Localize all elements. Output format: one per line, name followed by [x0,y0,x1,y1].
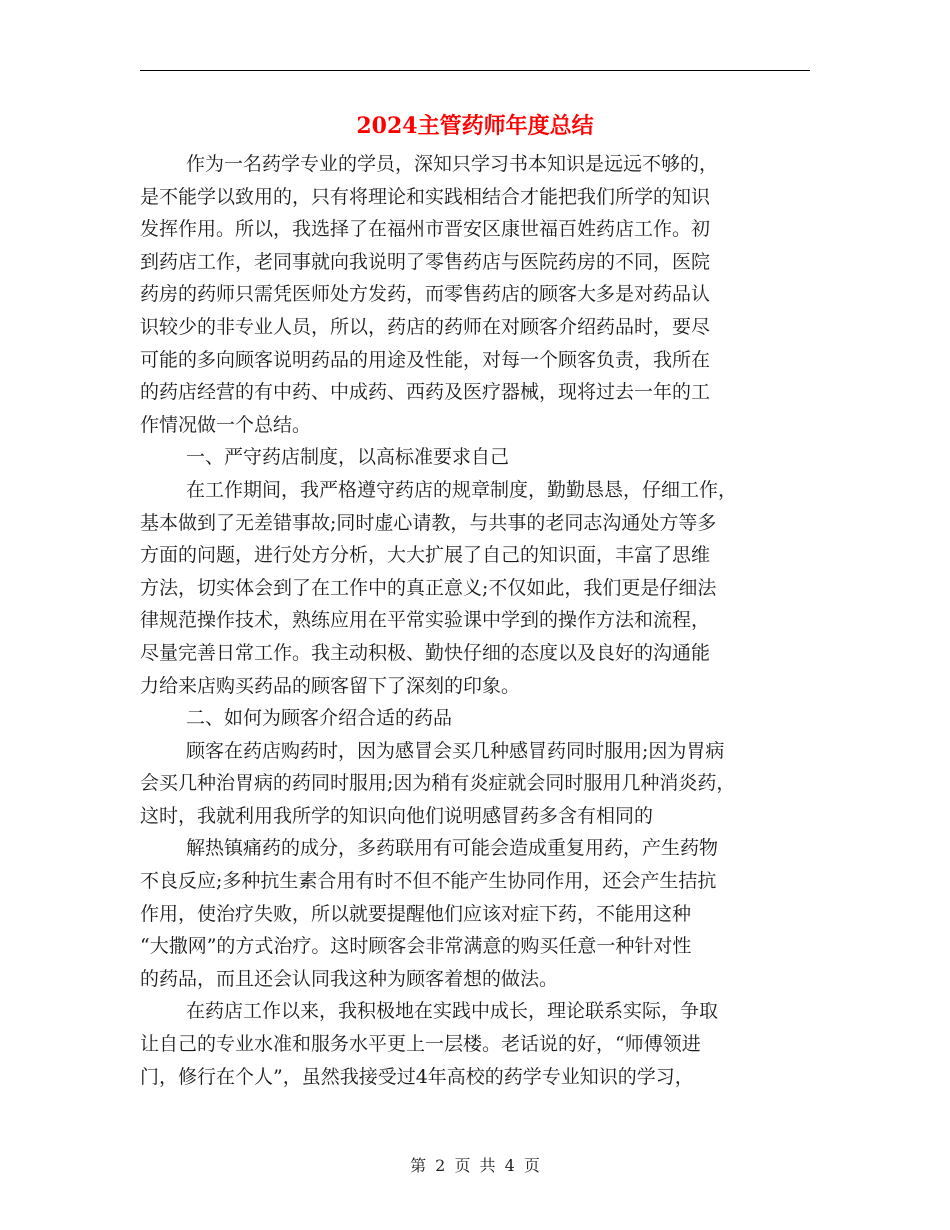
text-line: 会买几种治胃病的药同时服用;因为稍有炎症就会同时服用几种消炎药， [140,772,736,795]
text-line: 作情况做一个总结。 [140,413,312,436]
document-body [140,148,812,1093]
text-line: “大撒网”的方式治疗。这时顾客会非常满意的购买任意一种针对性 [140,935,692,958]
document-title: 2024主管药师年度总结 [356,113,594,139]
text-line: 发挥作用。所以，我选择了在福州市晋安区康世福百姓药店工作。初 [140,218,711,241]
page-footer: 第 2 页 共 4 页 [410,1156,540,1175]
text-line: 作为一名药学专业的学员，深知只学习书本知识是远远不够的， [186,153,719,175]
text-line: 这时，我就利用我所学的知识向他们说明感冒药多含有相同的 [140,804,654,827]
text-line: 方法，切实体会到了在工作中的真正意义;不仅如此，我们更是仔细法 [140,576,717,599]
text-line: 律规范操作技术，熟练应用在平常实验课中学到的操作方法和流程， [140,609,711,632]
text-line: 在药店工作以来，我积极地在实践中成长，理论联系实际，争取 [186,1000,719,1023]
text-line: 药房的药师只需凭医师处方发药，而零售药店的顾客大多是对药品认 [140,283,711,306]
text-line: 尽量完善日常工作。我主动积极、勤快仔细的态度以及良好的沟通能 [140,641,711,664]
text-line: 的药店经营的有中药、中成药、西药及医疗器械，现将过去一年的工 [140,381,711,404]
text-line: 解热镇痛药的成分，多药联用有可能会造成重复用药，产生药物 [186,837,719,860]
text-line: 力给来店购买药品的顾客留下了深刻的印象。 [140,674,521,697]
text-line: 门，修行在个人”，虽然我接受过4年高校的药学专业知识的学习， [140,1065,694,1088]
text-line: 方面的问题，进行处方分析，大大扩展了自己的知识面，丰富了思维 [140,544,711,567]
text-line: 让自己的专业水准和服务水平更上一层楼。老话说的好，“师傅领进 [140,1033,701,1056]
text-line: 作用，使治疗失败，所以就要提醒他们应该对症下药，不能用这种 [140,902,692,925]
text-line: 基本做到了无差错事故;同时虚心请教，与共事的老同志沟通处方等多 [140,511,717,534]
text-line: 是不能学以致用的，只有将理论和实践相结合才能把我们所学的知识 [140,185,711,208]
text-line: 的药品，而且还会认同我这种为顾客着想的做法。 [140,967,559,990]
text-line: 在工作期间，我严格遵守药店的规章制度，勤勤恳恳，仔细工作， [186,478,738,501]
text-line: 识较少的非专业人员，所以，药店的药师在对顾客介绍药品时，要尽 [140,315,711,338]
text-line: 二、如何为顾客介绍合适的药品 [186,707,453,730]
text-line: 可能的多向顾客说明药品的用途及性能，对每一个顾客负责，我所在 [140,348,711,371]
text-line: 顾客在药店购药时，因为感冒会买几种感冒药同时服用;因为胃病 [186,739,725,762]
text-line: 到药店工作，老同事就向我说明了零售药店与医院药房的不同，医院 [140,250,711,273]
header-rule [140,70,810,71]
text-line: 一、严守药店制度，以高标准要求自己 [186,446,510,469]
text-line: 不良反应;多种抗生素合用有时不但不能产生协同作用，还会产生拮抗 [140,870,717,893]
